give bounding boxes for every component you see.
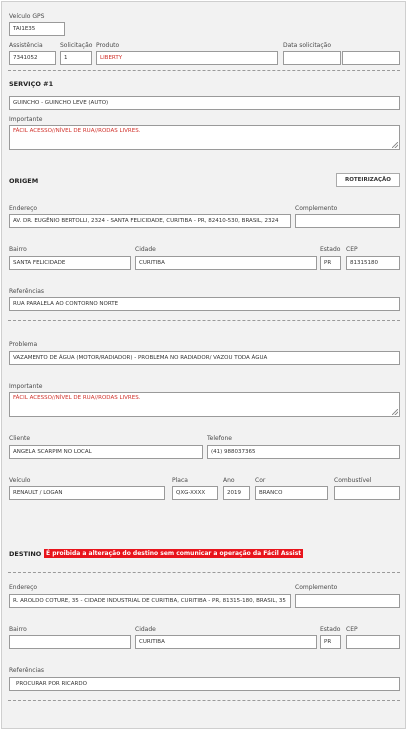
problema-importante-text: FÁCIL ACESSO//NÍVEL DE RUA//RODAS LIVRES. xyxy=(13,395,141,401)
destino-cidade-field[interactable]: CURITIBA xyxy=(135,635,317,649)
origem-referencias-label: Referências xyxy=(9,288,44,295)
origem-endereco-label: Endereço xyxy=(9,205,38,212)
destino-complemento-label: Complemento xyxy=(295,584,338,591)
origem-complemento-label: Complemento xyxy=(295,205,338,212)
roteirizacao-button[interactable]: ROTEIRIZAÇÃO xyxy=(336,173,400,187)
servico-importante-textarea[interactable] xyxy=(9,125,400,150)
placa-field[interactable]: QXG-XXXX xyxy=(172,486,218,500)
veiculo-field[interactable]: RENAULT / LOGAN xyxy=(9,486,165,500)
origem-estado-label: Estado xyxy=(320,246,341,253)
origem-cep-field[interactable]: 81315180 xyxy=(346,256,400,270)
telefone-field[interactable]: (41) 988037365 xyxy=(207,445,400,459)
divider xyxy=(8,320,400,321)
combustivel-label: Combustível xyxy=(334,477,372,484)
cor-field[interactable]: BRANCO xyxy=(255,486,328,500)
resize-handle-icon[interactable] xyxy=(392,142,398,148)
data-solicitacao-date-field[interactable] xyxy=(283,51,341,65)
origem-cidade-field[interactable]: CURITIBA xyxy=(135,256,317,270)
produto-field[interactable]: LIBERTY xyxy=(96,51,278,65)
origem-referencias-field[interactable]: RUA PARALELA AO CONTORNO NORTE xyxy=(9,297,400,311)
divider xyxy=(8,700,400,701)
origem-cep-label: CEP xyxy=(346,246,358,253)
assistencia-field[interactable]: 7341052 xyxy=(9,51,56,65)
cliente-field[interactable]: ANGELA SCARPIM NO LOCAL xyxy=(9,445,203,459)
cliente-label: Cliente xyxy=(9,435,31,442)
servico-importante-label: Importante xyxy=(9,116,43,123)
combustivel-field[interactable] xyxy=(334,486,400,500)
veiculo-gps-label: Veículo GPS xyxy=(9,13,45,20)
origem-title: ORIGEM xyxy=(9,177,39,185)
destino-referencias-label: Referências xyxy=(9,667,44,674)
servico-importante-text: FÁCIL ACESSO//NÍVEL DE RUA//RODAS LIVRES. xyxy=(13,128,141,134)
destino-estado-label: Estado xyxy=(320,626,341,633)
origem-bairro-field[interactable]: SANTA FELICIDADE xyxy=(9,256,131,270)
solicitacao-field[interactable]: 1 xyxy=(60,51,92,65)
origem-cidade-label: Cidade xyxy=(135,246,156,253)
resize-handle-icon[interactable] xyxy=(392,409,398,415)
destino-estado-field[interactable]: PR xyxy=(320,635,341,649)
problema-field[interactable]: VAZAMENTO DE ÁGUA (MOTOR/RADIADOR) - PROBLEMA NO RADIADOR/ VAZOU TODA ÁGUA xyxy=(9,351,400,365)
destino-referencias-field[interactable]: PROCURAR POR RICARDO xyxy=(9,677,400,691)
produto-label: Produto xyxy=(96,42,120,49)
solicitacao-label: Solicitação xyxy=(60,42,93,49)
origem-bairro-label: Bairro xyxy=(9,246,27,253)
destino-title: DESTINO xyxy=(9,550,42,558)
servico-field[interactable]: GUINCHO - GUINCHO LEVE (AUTO) xyxy=(9,96,400,110)
assistencia-label: Assistência xyxy=(9,42,43,49)
veiculo-label: Veículo xyxy=(9,477,31,484)
origem-endereco-field[interactable]: AV. DR. EUGÊNIO BERTOLLI, 2324 - SANTA FELICIDADE, CURITIBA - PR, 82410-530, BRASIL, 2324 xyxy=(9,214,291,228)
destino-cep-label: CEP xyxy=(346,626,358,633)
veiculo-gps-field[interactable]: TAI1E35 xyxy=(9,22,65,36)
problema-importante-textarea[interactable] xyxy=(9,392,400,417)
service-form-panel xyxy=(1,1,406,729)
origem-estado-field[interactable]: PR xyxy=(320,256,341,270)
ano-label: Ano xyxy=(223,477,235,484)
destino-warning-badge: É proibida a alteração do destino sem comunicar a operação da Fácil Assist xyxy=(46,550,302,557)
problema-label: Problema xyxy=(9,341,38,348)
problema-importante-label: Importante xyxy=(9,383,43,390)
data-solicitacao-label: Data solicitação xyxy=(283,42,332,49)
servico-title: SERVIÇO #1 xyxy=(9,80,54,88)
divider xyxy=(8,70,400,71)
ano-field[interactable]: 2019 xyxy=(223,486,250,500)
telefone-label: Telefone xyxy=(207,435,232,442)
data-solicitacao-time-field[interactable] xyxy=(342,51,400,65)
origem-complemento-field[interactable] xyxy=(295,214,400,228)
destino-endereco-label: Endereço xyxy=(9,584,38,591)
destino-bairro-field[interactable] xyxy=(9,635,131,649)
divider xyxy=(8,572,400,573)
cor-label: Cor xyxy=(255,477,266,484)
destino-cidade-label: Cidade xyxy=(135,626,156,633)
placa-label: Placa xyxy=(172,477,188,484)
destino-endereco-field[interactable]: R. AROLDO COTURE, 35 - CIDADE INDUSTRIAL DE CURITIBA, CURITIBA - PR, 81315-180, BRASIL, 35 xyxy=(9,594,291,608)
destino-complemento-field[interactable] xyxy=(295,594,400,608)
destino-cep-field[interactable] xyxy=(346,635,400,649)
destino-bairro-label: Bairro xyxy=(9,626,27,633)
